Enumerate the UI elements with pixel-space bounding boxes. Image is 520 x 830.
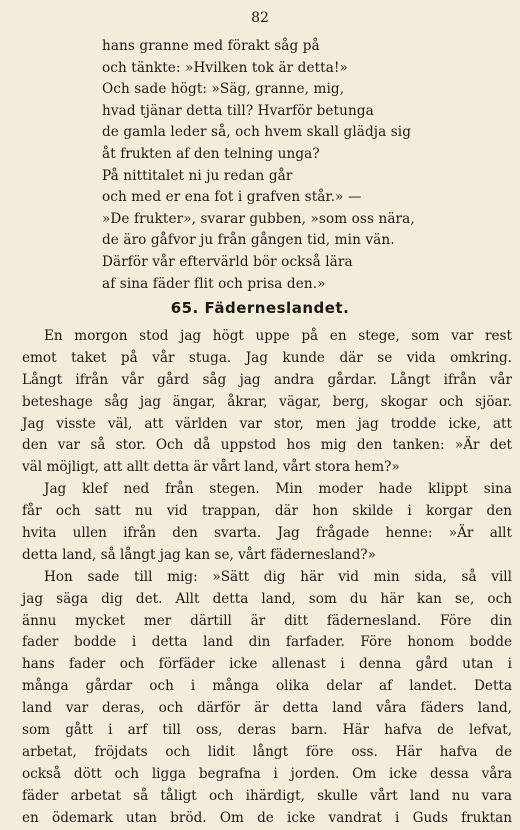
poem-line: hans granne med förakt såg på [102, 38, 320, 54]
poem-line: och tänkte: »Hvilken tok är detta!» [102, 59, 348, 76]
poem-line: Därför vår eftervärld bör också lära [102, 253, 353, 270]
prose-line: Jag klef ned från stegen. Min moder hade klippt sina [44, 481, 512, 498]
poem-line: och med er ena fot i grafven står.» — [102, 189, 362, 206]
page-number: 82 [251, 10, 269, 26]
poem-line: hvad tjänar detta till? Hvarför betunga [102, 102, 374, 119]
prose-line: detta land, så långt jag kan se, vårt fädernesland?» [22, 546, 376, 563]
prose-line: fäder arbetat så tåligt och ihärdigt, skulle vårt land nu vara [22, 787, 512, 804]
prose-block [22, 326, 512, 829]
section-heading: 65. Fäderneslandet. [170, 299, 350, 317]
prose-line: fader bodde i detta land din farfader. Före honom bodde [22, 634, 512, 651]
prose-line: väl möjligt, att allt detta är vårt land, vårt stora hem?» [22, 459, 400, 476]
prose-line: får och satt nu vid trappan, där hon skilde i korgar den [22, 503, 512, 520]
poem-line: de äro gåfvor ju från gången tid, min vän. [102, 232, 395, 249]
prose-line: Jag visste väl, att världen var stor, men jag trodde icke, att [22, 415, 512, 432]
prose-line: Långt ifrån vår gård såg jag andra gårdar. Långt ifrån vår [22, 371, 512, 388]
prose-line: emot taket på vår stuga. Jag kunde där se vida omkring. [22, 349, 512, 366]
poem-line: På nittitalet ni ju redan går [102, 167, 293, 184]
poem-line: de gamla leder så, och hvem skall glädja sig [102, 124, 412, 141]
poem-line: Och sade högt: »Säg, granne, mig, [102, 81, 345, 98]
prose-line: också dött och ligga begrafna i jorden. Om icke dessa våra [22, 765, 512, 782]
prose-line: beteshage såg jag ängar, åkrar, vägar, berg, skogar och sjöar. [22, 393, 512, 410]
prose-line: den var så stor. Och då uppstod hos mig den tanken: »Är det [22, 437, 512, 454]
prose-line: hans fader och förfäder icke allenast i denna gård utan i [22, 656, 512, 673]
prose-line: En morgon stod jag högt uppe på en stege, som var rest [44, 328, 512, 344]
prose-line: många gårdar och i många olika delar af landet. Detta [22, 678, 512, 695]
prose-line: ännu mycket mer därtill är ditt fädernesland. Före din [22, 612, 512, 629]
prose-line: en ödemark utan bröd. Om de icke vandrat i Guds fruktan [22, 809, 512, 826]
prose-line: hvita ullen ifrån den svarta. Jag frågade henne: »Är allt [22, 525, 512, 542]
prose-line: Hon sade till mig: »Sätt dig här vid min sida, så vill [44, 568, 512, 585]
poem-line: åt frukten af den telning unga? [102, 145, 320, 162]
poem-block [102, 36, 502, 295]
prose-line: som gått i arf till oss, deras barn. Här hafva de lefvat, [22, 722, 512, 739]
prose-line: land var deras, och därför är detta land våra fäders land, [22, 700, 512, 717]
poem-line: af sina fäder flit och prisa den.» [102, 275, 326, 292]
prose-line: arbetat, fröjdats och lidit långt före oss. Här hafva de [22, 743, 512, 760]
poem-line: »De frukter», svarar gubben, »som oss nära, [102, 210, 415, 227]
prose-line: jag säga dig det. Allt detta land, som du här kan se, och [22, 590, 512, 607]
